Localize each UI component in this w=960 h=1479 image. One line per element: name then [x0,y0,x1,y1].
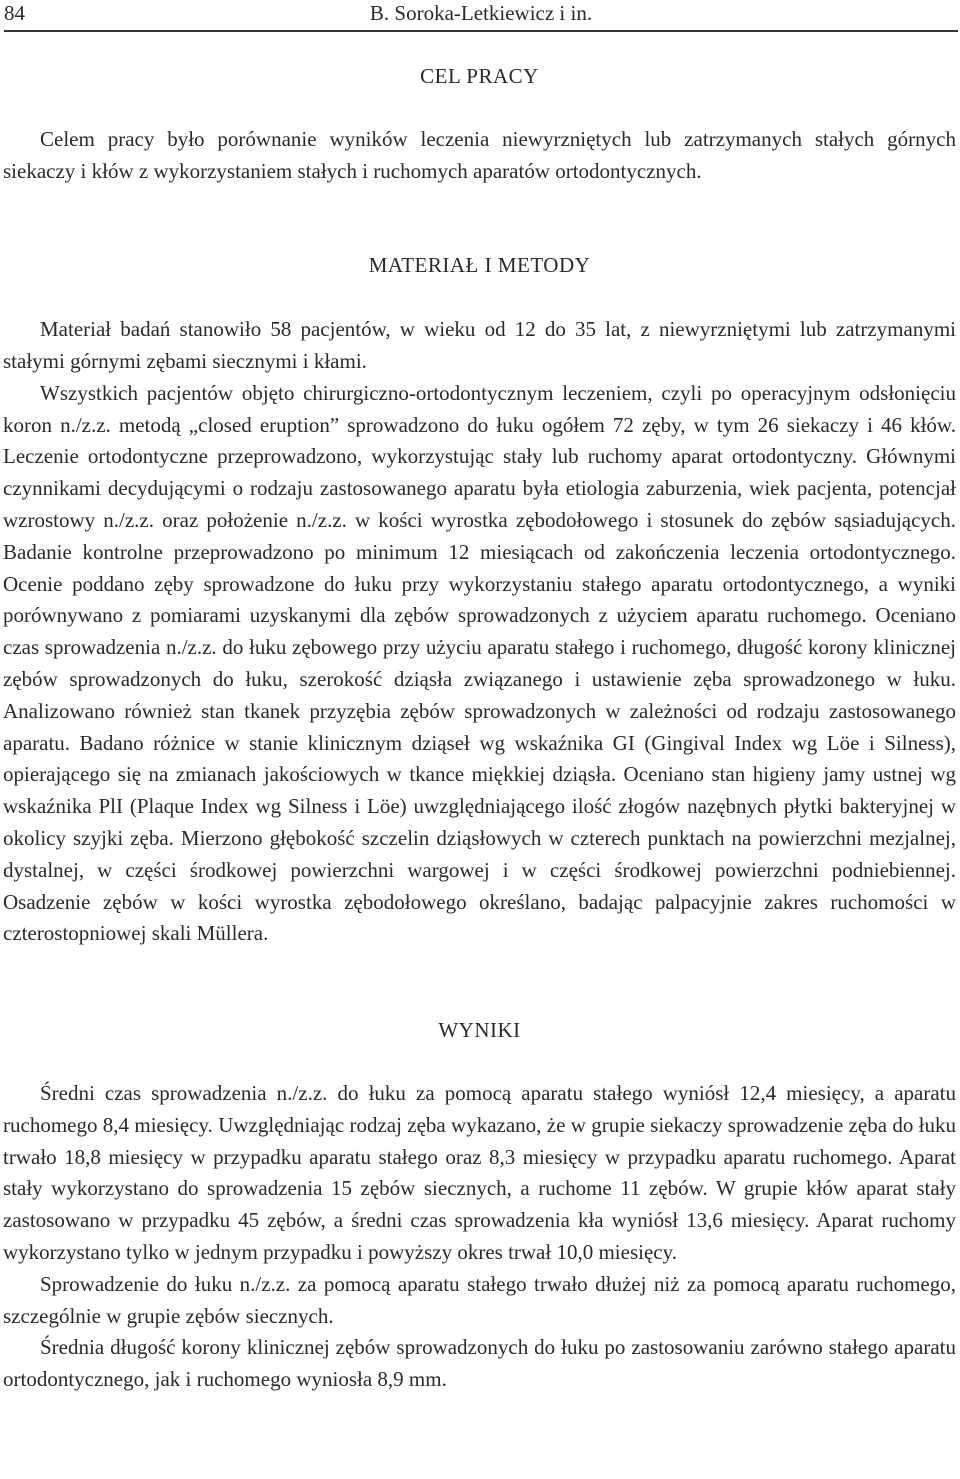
page-number: 84 [4,1,25,25]
paragraph-material-1: Materiał badań stanowiło 58 pacjentów, w wieku od 12 do 35 lat, z niewyrzniętymi lub zatrzymanymi stałymi górnymi zębami siecznymi i kłami. [3,317,956,373]
article-body [3,61,956,1396]
paragraph-wyniki-3: Średnia długość korony klinicznej zębów sprowadzonych do łuku po zastosowaniu zarówno stałego aparatu ortodontycznego, jak i ruchomego wyniosła 8,9 mm. [3,1335,956,1392]
paragraph-wyniki-2: Sprowadzenie do łuku n./z.z. za pomocą aparatu stałego trwało dłużej niż za pomocą aparatu ruchomego, szczególnie w grupie zębów siecznych. [3,1271,956,1328]
paragraph-wyniki-1: Średni czas sprowadzenia n./z.z. do łuku za pomocą aparatu stałego wyniósł 12,4 miesięcy, a aparatu ruchomego 8,4 miesięcy. Uwzględniając rodzaj zęba wykazano, że w grupie siekaczy sprowadzenie zęba do łuku trwało 18,8 miesięcy w przypadku aparatu stałego oraz 8,3 miesięcy w przypadku aparatu ruchomego. Aparat stały wykorzystano do sprowadzenia 15 zębów siecznych, a ruchome 11 zębów. W grupie kłów aparat stały zastosowano w przypadku 45 zębów, a średni czas sprowadzenia kła wyniósł 13,6 miesięcy. Aparat ruchomy wykorzystano tylko w jednym przypadku i powyższy okres trwał 10,0 miesięcy. [3,1080,956,1264]
section-title-material-i-metody: MATERIAŁ I METODY [368,253,591,278]
section-title-wyniki: WYNIKI [438,1018,521,1043]
running-head: B. Soroka-Letkiewicz i in. [369,1,593,25]
section-title-cel-pracy: CEL PRACY [420,64,539,88]
paragraph-material-2: Wszystkich pacjentów objęto chirurgiczno-ortodontycznym leczeniem, czyli po operacyjnym odsłonięciu koron n./z.z. metodą „closed eruption” sprowadzono do łuku ogółem 72 zęby, w tym 26 siekaczy i 46 kłów. Leczenie ortodontyczne przeprowadzono, wykorzystując stały lub ruchomy aparat ortodontyczny. Głównymi czynnikami decydującymi o rodzaju zastosowanego aparatu była etiologia zaburzenia, wiek pacjenta, potencjał wzrostowy n./z.z. oraz położenie n./z.z. w kości wyrostka zębodołowego i stosunek do zębów sąsiadujących. Badanie kontrolne przeprowadzono po minimum 12 miesiącach od zakończenia leczenia ortodontycznego. Ocenie poddano zęby sprowadzone do łuku przy wykorzystaniu stałego aparatu ortodontycznego, a wyniki porównywano z pomiarami uzyskanymi dla zębów sprowadzonych z użyciem aparatu ruchomego. Oceniano czas sprowadzenia n./z.z. do łuku zębowego przy użyciu aparatu stałego i ruchomego, długość korony klinicznej zębów sprowadzonych do łuku, szerokość dziąsła związanego i ustawienie zęba sprowadzonego w łuku. Analizowano również stan tkanek przyzębia zębów sprowadzonych w zależności od rodzaju zastosowanego aparatu. Badano różnice w stanie klinicznym dziąseł wg wskaźnika GI (Gingival Index wg Löe i Silness), opierającego się na zmianach jakościowych w tkance miękkiej dziąsła. Oceniano stan higieny jamy ustnej wg wskaźnika PlI (Plaque Index wg Silness i Löe) uwzględniającego ilość złogów nazębnych płytki bakteryjnej w okolicy szyjki zęba. Mierzono głębokość szczelin dziąsłowych w czterech punktach na powierzchni mezjalnej, dystalnej, w części środkowej powierzchni wargowej i w części środkowej powierzchni podniebiennej. Osadzenie zębów w kości wyrostka zębodołowego określano, badając palpacyjnie zakres ruchomości w czterostopniowej skali Müllera. [3,380,956,946]
page-header [4,0,958,32]
paragraph-cel-1: Celem pracy było porównanie wyników leczenia niewyrzniętych lub zatrzymanych stałych górnych siekaczy i kłów z wykorzystaniem stałych i ruchomych aparatów ortodontycznych. [3,126,956,183]
